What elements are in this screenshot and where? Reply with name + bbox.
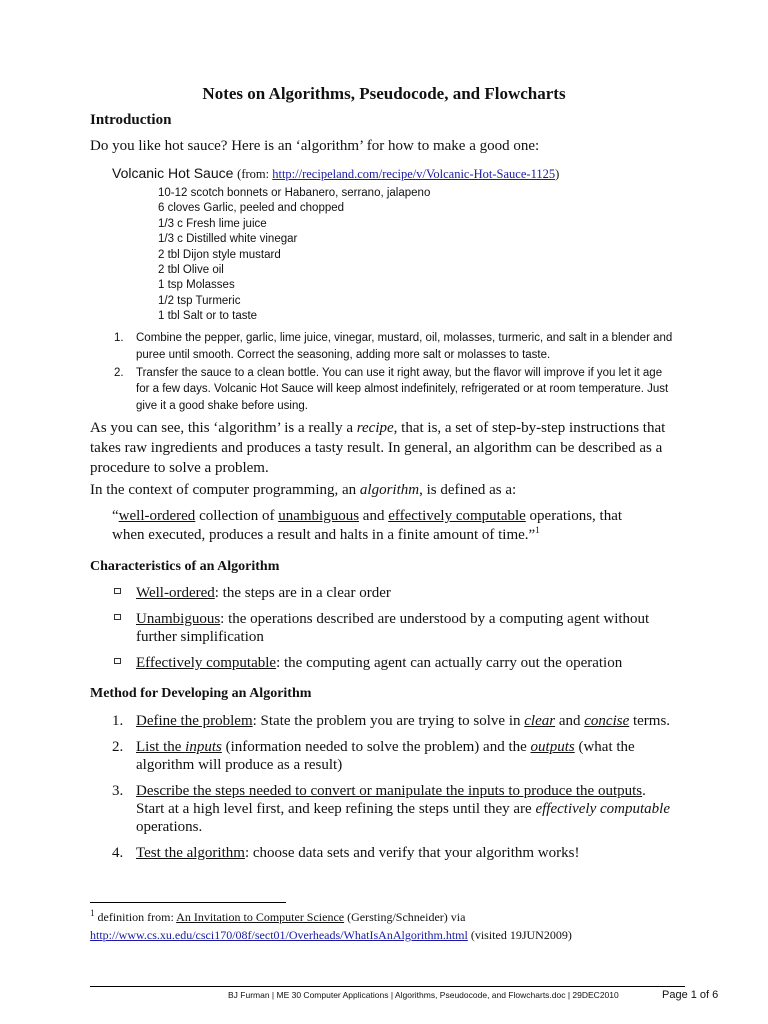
quote-mark: “: [112, 508, 119, 524]
characteristic-item: [114, 584, 676, 602]
method-step-title: Test the algorithm: [136, 845, 245, 861]
characteristic-desc: : the steps are in a clear order: [214, 585, 391, 601]
method-step: [112, 782, 676, 836]
footnote-reference[interactable]: 1: [535, 525, 540, 535]
footnote-line-1: [90, 910, 465, 925]
intro-paragraph: Do you like hot sauce? Here is an ‘algorithm’ for how to make a good one:: [90, 138, 540, 154]
square-bullet-icon: [114, 588, 121, 594]
text-span: : choose data sets and verify that your algorithm works!: [244, 845, 580, 861]
characteristics-list: [114, 584, 676, 680]
emphasis-concise: concise: [584, 713, 630, 729]
section-heading-characteristics: Characteristics of an Algorithm: [90, 559, 280, 574]
characteristic-term: Unambiguous: [136, 611, 221, 627]
footer-text: BJ Furman | ME 30 Computer Applications | Algorithms, Pseudocode, and Flowcharts.doc | 29DEC2010: [228, 990, 619, 1000]
characteristic-term: Well-ordered: [136, 585, 215, 601]
footnote-link[interactable]: http://www.cs.xu.edu/csci170/08f/sect01/Overheads/WhatIsAnAlgorithm.html: [90, 928, 468, 942]
method-step-number: 2.: [112, 739, 124, 755]
recipe-step-text: Combine the pepper, garlic, lime juice, vinegar, mustard, oil, molasses, turmeric, and salt in a blender and puree until smooth. Correct the seasoning, adding more salt or molasses to taste.: [136, 332, 673, 361]
square-bullet-icon: [114, 658, 121, 664]
text-span: definition from:: [94, 910, 177, 924]
recipe-source-suffix: ): [555, 167, 560, 181]
method-step-number: 1.: [112, 713, 124, 729]
term-effectively-computable: effectively computable: [388, 508, 526, 524]
text-span: , is defined as a:: [419, 482, 517, 498]
method-step: [112, 738, 676, 774]
text-span: (Gersting/Schneider) via: [344, 910, 466, 924]
method-step-title: Define the problem: [136, 713, 253, 729]
ingredient-item: 2 tbl Dijon style mustard: [158, 248, 281, 261]
footnote-book-title: An Invitation to Computer Science: [176, 910, 345, 924]
text-span: (visited 19JUN2009): [467, 928, 572, 942]
paragraph-algorithm-context: [90, 480, 680, 500]
text-span: In the context of computer programming, an: [90, 482, 360, 498]
recipe-step-text: Transfer the sauce to a clean bottle. You can use it right away, but the flavor will improve if you let it age for a few days. Volcanic Hot Sauce will keep almost indefinitely, refrigerated or at room temperature. Just give it a good shake before using.: [136, 366, 669, 413]
footer-separator: [90, 986, 685, 987]
page-number: Page 1 of 6: [662, 989, 719, 1001]
characteristic-item: [114, 654, 676, 672]
ingredient-item: 1/3 c Fresh lime juice: [158, 217, 267, 230]
text-span: (information needed to solve the problem) and the: [221, 739, 531, 755]
ingredient-item: 10-12 scotch bonnets or Habanero, serrano, jalapeno: [158, 187, 431, 199]
method-steps: [112, 712, 676, 870]
recipe-step-number: 2.: [114, 366, 124, 379]
recipe-source-link[interactable]: http://recipeland.com/recipe/v/Volcanic-Hot-Sauce-1125: [272, 167, 556, 181]
method-step-title: Describe the steps needed to convert or manipulate the inputs to produce the outputs: [136, 783, 643, 799]
term-unambiguous: unambiguous: [278, 508, 360, 524]
ingredient-item: 1 tsp Molasses: [158, 279, 235, 292]
footnote-separator: [90, 902, 286, 903]
recipe-title-line: [112, 165, 559, 183]
emphasis-clear: clear: [524, 713, 556, 729]
algorithm-definition-quote: [112, 507, 652, 545]
method-step-number: 3.: [112, 783, 124, 799]
square-bullet-icon: [114, 614, 121, 620]
characteristic-term: Effectively computable: [136, 655, 277, 671]
text-span: collection of: [195, 508, 279, 524]
text-span: operations, that when executed, produces a result and halts in a finite amount of time.”: [112, 508, 623, 543]
text-span: : State the problem you are trying to solve in: [252, 713, 525, 729]
term-well-ordered: well-ordered: [118, 508, 196, 524]
text-span: and: [359, 508, 389, 524]
method-step: [112, 712, 676, 730]
text-span: and: [555, 713, 585, 729]
footnote-line-2: [90, 928, 572, 943]
recipe-step-number: 1.: [114, 332, 124, 344]
text-span: As you can see, this ‘algorithm’ is a really a: [90, 420, 357, 436]
ingredient-item: 1/3 c Distilled white vinegar: [158, 233, 298, 246]
recipe-step: [114, 330, 676, 364]
method-step-title: List the: [136, 739, 186, 755]
emphasis-recipe: recipe: [356, 420, 394, 436]
page-title: Notes on Algorithms, Pseudocode, and Flowcharts: [202, 84, 566, 103]
footnote-marker: 1: [90, 908, 95, 918]
ingredient-list: [158, 186, 430, 325]
text-span: , that is, a set of step-by-step instructions that takes raw ingredients and produces a tasty result. In general, an algorithm can be described as a procedure to solve a problem.: [90, 420, 666, 476]
recipe-step: [114, 365, 676, 415]
ingredient-item: 2 tbl Olive oil: [158, 264, 224, 277]
recipe-steps: [114, 330, 676, 415]
characteristic-desc: : the computing agent can actually carry out the operation: [276, 655, 623, 671]
characteristic-desc: : the operations described are understood by a computing agent without further simplification: [136, 611, 650, 645]
emphasis-inputs: inputs: [185, 739, 222, 755]
recipe-name: Volcanic Hot Sauce: [112, 165, 234, 181]
ingredient-item: 6 cloves Garlic, peeled and chopped: [158, 202, 345, 215]
section-heading-method: Method for Developing an Algorithm: [90, 686, 312, 701]
section-heading-introduction: Introduction: [90, 112, 172, 128]
text-span: (what the algorithm will produce as a result): [136, 739, 635, 773]
text-span: operations.: [136, 819, 203, 835]
paragraph-recipe-explanation: [90, 418, 680, 478]
emphasis-outputs: outputs: [530, 739, 575, 755]
method-step-number: 4.: [112, 845, 124, 861]
method-step: [112, 844, 676, 862]
ingredient-item: 1 tbl Salt or to taste: [158, 310, 258, 323]
text-span: terms.: [629, 713, 671, 729]
characteristic-item: [114, 610, 676, 646]
recipe-source-prefix: (from:: [237, 167, 273, 181]
emphasis-effectively-computable: effectively computable: [535, 801, 670, 817]
ingredient-item: 1/2 tsp Turmeric: [158, 294, 241, 307]
emphasis-algorithm: algorithm: [359, 482, 420, 498]
text-span: . Start at a high level first, and keep refining the steps until they are: [136, 783, 646, 817]
